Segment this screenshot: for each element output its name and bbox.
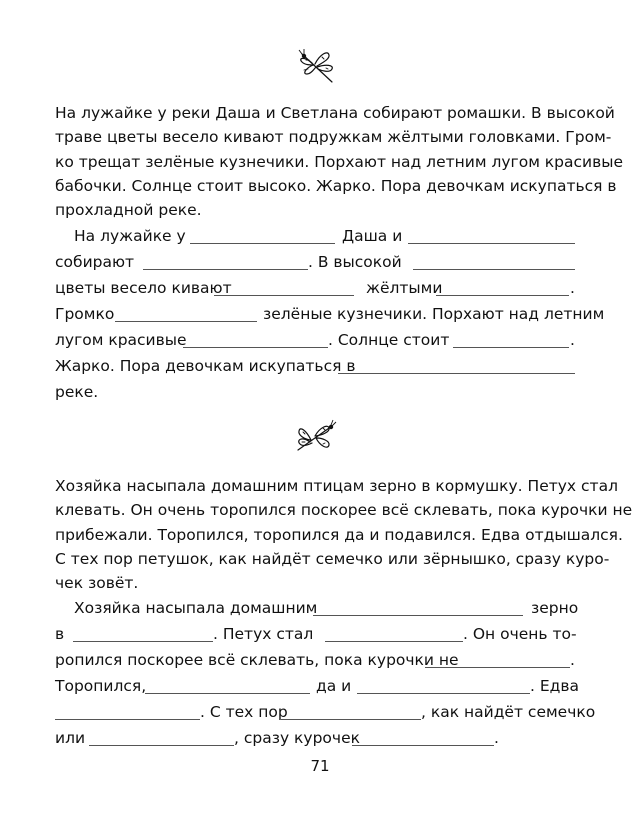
answer-blank[interactable] [145,693,310,694]
answer-blank[interactable] [115,321,257,322]
exercise-1 [55,226,605,408]
exercise-text: собирают [55,253,135,271]
exercise-text: жёлтыми [366,279,443,297]
answer-blank[interactable] [214,295,354,296]
exercise-text: . [570,331,575,349]
answer-blank[interactable] [436,295,569,296]
page-number: 71 [310,757,330,775]
exercise-text: . Петух стал [213,625,314,643]
exercise-row [55,702,596,728]
exercise-row [55,252,575,278]
answer-blank[interactable] [313,615,523,616]
answer-blank[interactable] [338,373,575,374]
story-line: траве цветы весело кивают подружкам жёлтыми головками. Гром- [55,128,612,147]
exercise-row [55,226,575,252]
answer-blank[interactable] [357,693,530,694]
story-2-text [55,474,633,595]
exercise-row [55,382,575,408]
answer-blank[interactable] [453,347,569,348]
exercise-text: . В высокой [308,253,402,271]
exercise-row [55,624,575,650]
exercise-text: . С тех пор [200,703,288,721]
answer-blank[interactable] [190,243,335,244]
story-line: С тех пор петушок, как найдёт семечко или зёрнышко, сразу куро- [55,549,610,568]
answer-blank[interactable] [143,269,308,270]
exercise-text: Торопился, [55,677,147,695]
exercise-text: Даша и [342,227,403,245]
story-line: клевать. Он очень торопился поскорее всё склевать, пока курочки не [55,501,633,520]
answer-blank[interactable] [73,641,213,642]
answer-blank[interactable] [413,269,575,270]
story-1-text [55,101,624,222]
story-line: чек зовёт. [55,574,139,593]
story-line: Хозяйка насыпала домашним птицам зерно в кормушку. Петух стал [55,477,618,495]
exercise-text: реке. [55,383,99,401]
story-line: прохладной реке. [55,201,202,220]
exercise-text: ропился поскорее всё склевать, пока курочки не [55,651,459,669]
exercise-text: зерно [531,599,579,617]
answer-blank[interactable] [325,641,463,642]
exercise-row [55,356,575,382]
story-line: прибежали. Торопился, торопился да и подавился. Едва отдышался. [55,525,623,544]
exercise-text: На лужайке у [74,227,186,245]
exercise-text: . Солнце стоит [328,331,450,349]
story-line: бабочки. Солнце стоит высоко. Жарко. Пора девочкам искупаться в [55,176,617,195]
exercise-text: зелёные кузнечики. Порхают над летним [263,305,605,323]
exercise-text: в [55,625,65,643]
exercise-text: , как найдёт семечко [421,703,596,721]
answer-blank[interactable] [408,243,575,244]
answer-blank[interactable] [89,745,234,746]
dragonfly-icon [294,418,338,456]
exercise-text: . [570,279,575,297]
exercise-text: Громко [55,305,115,323]
answer-blank[interactable] [55,719,200,720]
exercise-text: . [494,729,499,747]
exercise-text: или [55,729,86,747]
exercise-text: цветы весело кивают [55,279,232,297]
answer-blank[interactable] [183,347,328,348]
answer-blank[interactable] [281,719,421,720]
exercise-text: да и [316,677,352,695]
answer-blank[interactable] [352,745,494,746]
exercise-row [55,676,579,702]
dragonfly-icon [296,48,340,86]
exercise-text: . Он очень то- [463,625,577,643]
exercise-2 [55,598,596,754]
exercise-text: , сразу курочек [234,729,360,747]
exercise-row [55,304,605,330]
exercise-text: . [570,651,575,669]
exercise-text: . Едва [530,677,579,695]
exercise-row [55,728,575,754]
exercise-row [55,330,575,356]
exercise-text: лугом красивые [55,331,187,349]
story-line: На лужайке у реки Даша и Светлана собирают ромашки. В высокой [55,104,615,122]
exercise-row [55,278,575,304]
exercise-text: Жарко. Пора девочкам искупаться в [55,357,356,375]
answer-blank[interactable] [425,667,570,668]
exercise-row [55,598,579,624]
exercise-text: Хозяйка насыпала домашним [74,599,318,617]
story-line: ко трещат зелёные кузнечики. Порхают над летним лугом красивые [55,152,624,171]
exercise-row [55,650,575,676]
